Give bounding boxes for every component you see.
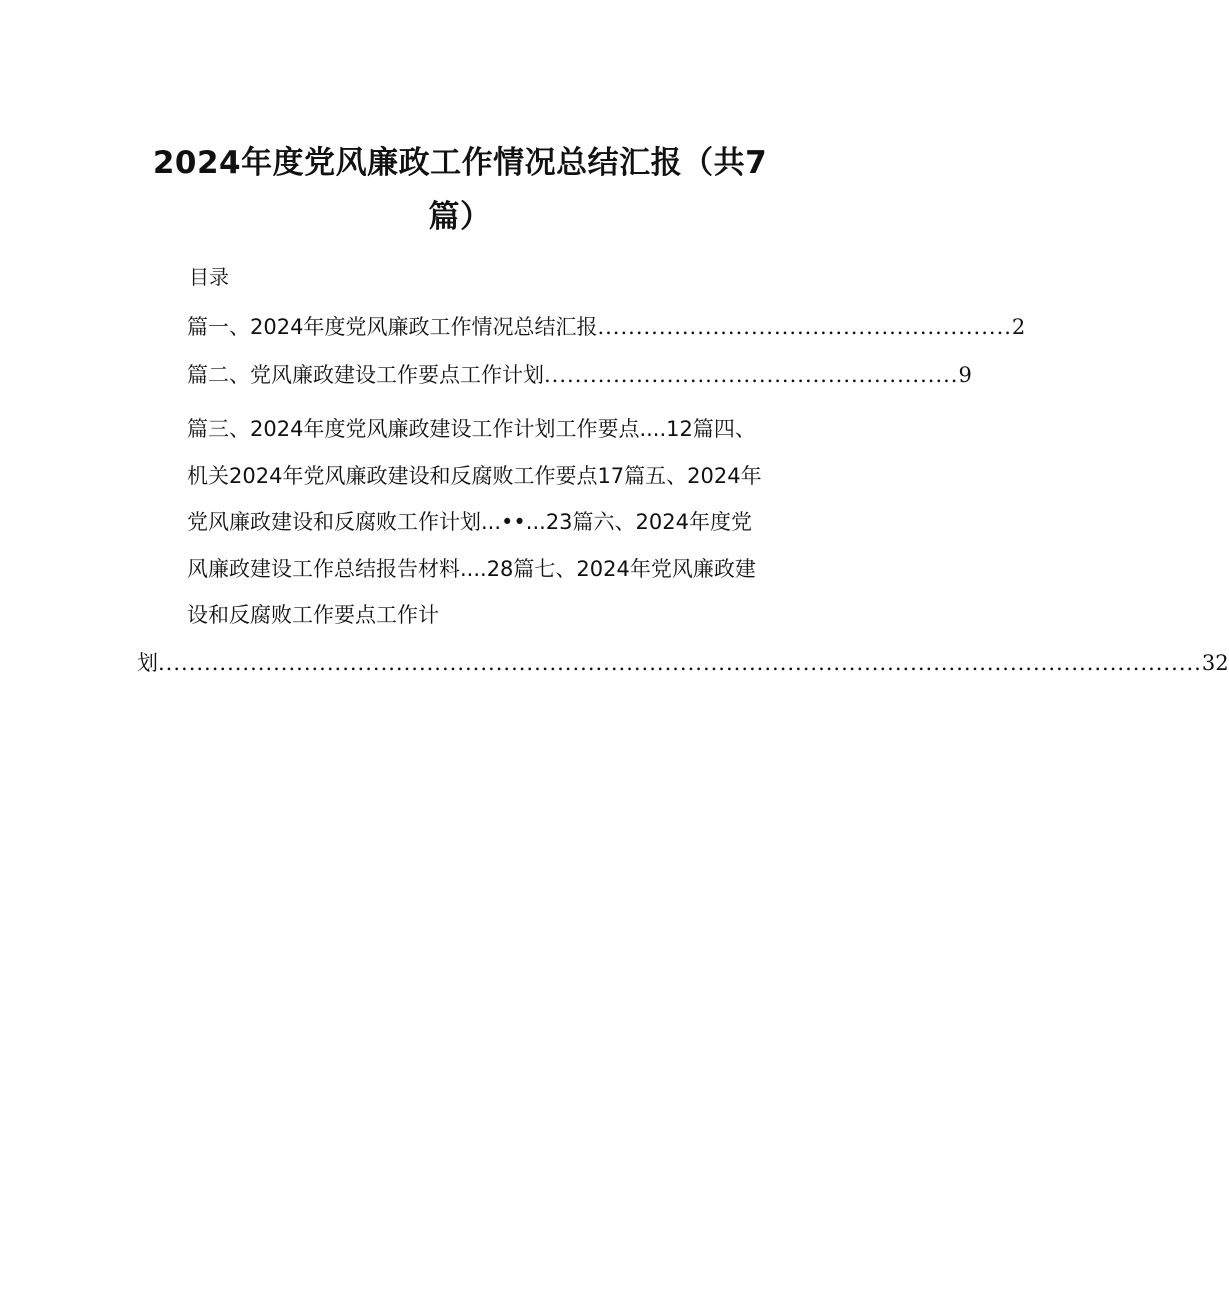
toc-wrapped-line[interactable]: 篇三、2024年度党风廉政建设工作计划工作要点....12篇四、: [187, 417, 756, 441]
toc-entry-text: 划: [137, 651, 158, 675]
document-title: [140, 136, 780, 244]
title-line-2: 篇）: [428, 199, 492, 235]
toc-leader-dots: ......................................................: [597, 315, 1012, 339]
toc-entry-text: 篇一、2024年度党风廉政工作情况总结汇报: [187, 315, 598, 339]
toc-page-number: 9: [958, 363, 972, 387]
toc-page-number: 2: [1011, 315, 1026, 339]
toc-entry-last[interactable]: [137, 648, 1229, 678]
toc-entry-text: 篇二、党风廉政建设工作要点工作计划: [187, 363, 544, 387]
toc-wrapped-paragraph: [187, 406, 787, 639]
toc-leader-dots: ......................................................: [544, 363, 959, 387]
toc-entry[interactable]: [187, 360, 972, 390]
title-line-1: 2024年度党风廉政工作情况总结汇报（共7: [152, 145, 768, 181]
toc-entry[interactable]: [187, 312, 1026, 342]
toc-wrapped-line[interactable]: 机关2024年党风廉政建设和反腐败工作要点17篇五、2024年: [187, 463, 762, 488]
toc-heading: 目录: [189, 265, 229, 289]
toc-wrapped-line[interactable]: 设和反腐败工作要点工作计: [187, 603, 439, 627]
toc-page-number: 32: [1201, 651, 1229, 675]
toc-wrapped-line[interactable]: 风廉政建设工作总结报告材料....28篇七、2024年党风廉政建: [187, 556, 756, 581]
toc-leader-dots: ........................................................................................................................................: [158, 651, 1202, 675]
toc-wrapped-line[interactable]: 党风廉政建设和反腐败工作计划...••...23篇六、2024年度党: [187, 510, 752, 534]
